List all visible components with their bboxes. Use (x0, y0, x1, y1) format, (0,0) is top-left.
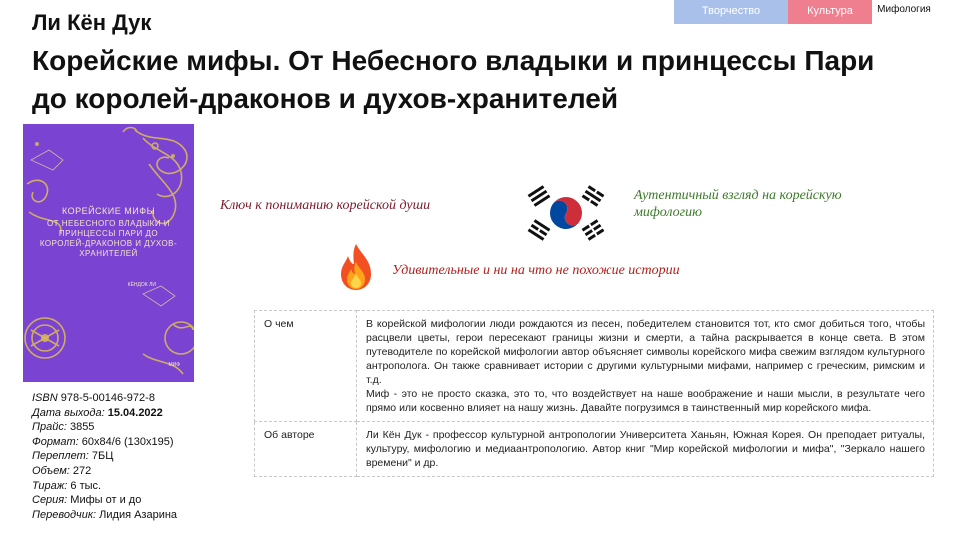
about-paragraph-1: В корейской мифологии люди рождаются из песен, победителем становится тот, кто смог добиться того, чтобы расцвели цветы, герои пересекают границы жизни и смерти, а тайна раскрывается в конце света. В этом путеводителе по корейской мифологии автор объясняет символы корейского мифа свежим взглядом культурного антрополога. Он также сравнивает истории с другими культурными мифами, например с греческим, римским и т.д. (366, 318, 925, 386)
cover-heading: КОРЕЙСКИЕ МИФЫ (61, 206, 156, 216)
meta-series: Серия: Мифы от и до (32, 494, 142, 507)
south-korea-flag-icon (521, 182, 611, 244)
meta-print-run: Тираж: 6 тыс. (32, 479, 102, 492)
book-metadata (32, 391, 177, 522)
meta-release-date: Дата выхода: 15.04.2022 (32, 406, 163, 419)
tag-mythology[interactable]: Мифология (872, 0, 936, 24)
tag-culture[interactable]: Культура (788, 0, 872, 24)
fire-icon (337, 242, 375, 292)
cover-subtitle: ОТ НЕБЕСНОГО ВЛАДЫКИ И ПРИНЦЕССЫ ПАРИ ДО КОРОЛЕЙ-ДРАКОНОВ И ДУХОВ-ХРАНИТЕЛЕЙ (39, 219, 178, 258)
cover-author: КЁНДОК ЛИ (127, 282, 156, 288)
about-text (357, 311, 934, 422)
book-author: Ли Кён Дук (32, 10, 152, 35)
author-label: Об авторе (255, 422, 357, 477)
info-table (254, 310, 934, 477)
feature-unique-stories: Удивительные и ни на что не похожие истории (392, 263, 680, 278)
about-label: О чем (255, 311, 357, 422)
book-cover (23, 124, 194, 382)
table-row (255, 311, 934, 422)
category-tags (674, 0, 936, 24)
meta-price: Прайс: 3855 (32, 421, 95, 434)
feature-authentic-view: Аутентичный взгляд на корейскую мифологию (634, 188, 842, 220)
meta-format: Формат: 60х84/6 (130х195) (32, 435, 174, 448)
tag-creativity[interactable]: Творчество (674, 0, 788, 24)
meta-binding: Переплет: 7БЦ (32, 450, 114, 463)
meta-pages: Объем: 272 (32, 464, 92, 477)
feature-key-to-soul: Ключ к пониманию корейской души (220, 198, 431, 213)
table-row (255, 422, 934, 477)
author-text: Ли Кён Дук - профессор культурной антропологии Университета Ханьян, Южная Корея. Он преподает ритуалы, культуру, мифологию и медиаантропологию. Автор книг "Мир корейской мифологии и мифа", "Зеркало нашего времени" и др. (357, 422, 934, 477)
meta-isbn: ISBN 978-5-00146-972-8 (32, 392, 155, 404)
meta-translator: Переводчик: Лидия Азарина (32, 508, 178, 521)
about-paragraph-2: Миф - это не просто сказка, это то, что воздействует на наше воображение и наши мысли, в результате чего прямо или косвенно влияет на нашу жизнь. Давайте погрузимся в таинственный мир корейского мифа. (366, 388, 925, 414)
book-title: Корейские мифы. От Небесного владыки и принцессы Пари до королей-драконов и духов-хранителей (32, 45, 875, 114)
cover-publisher: МИФ (168, 362, 180, 368)
cover-text (23, 206, 194, 259)
